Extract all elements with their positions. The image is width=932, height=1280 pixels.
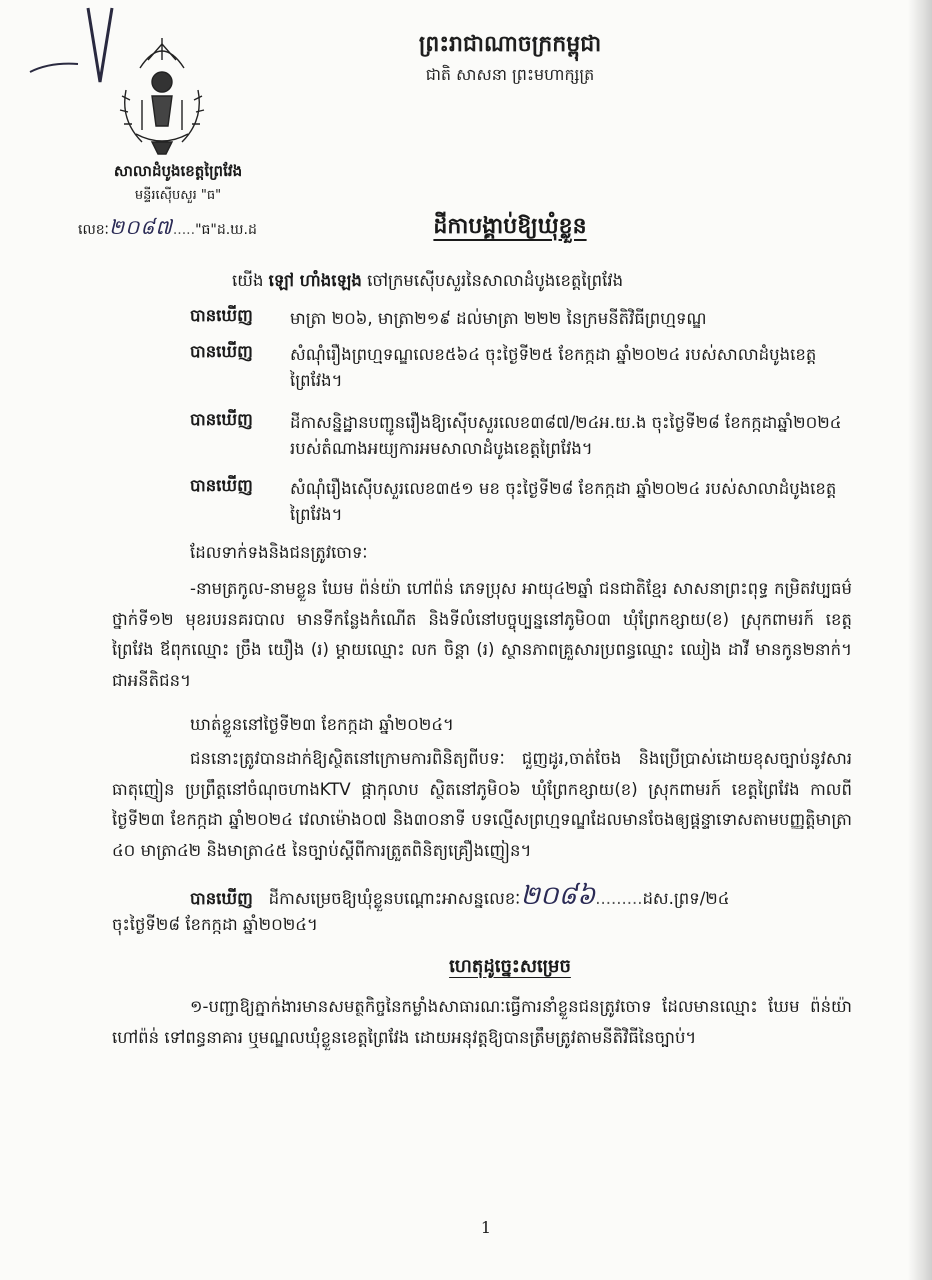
consideration-label: បានឃើញ: [190, 410, 253, 429]
judge-title: ចៅក្រមស៊ើបសួរនៃសាលាដំបូងខេត្តព្រៃវែង: [367, 271, 624, 290]
document-title: ដីកាបង្គាប់ឱ្យឃុំខ្លួន: [433, 214, 587, 239]
consideration-text: សំណុំរឿងស៊ើបសួរលេខ៣៥១ មខ ចុះថ្ងៃទី២៨ ខែកក្កដា ឆ្នាំ២០២៤ របស់សាលាដំបូងខេត្តព្រៃវែង។: [290, 479, 837, 525]
decision-date: ចុះថ្ងៃទី២៨ ខែកក្កដា ឆ្នាំ២០២៤។: [112, 915, 318, 934]
consideration-label: បានឃើញ: [190, 342, 253, 361]
consideration-text: សំណុំរឿងព្រហ្មទណ្ឌលេខ៥៦៤ ចុះថ្ងៃទី២៥ ខែកក្កដា ឆ្នាំ២០២៤ របស់សាលាដំបូងខេត្តព្រៃវែង។: [290, 345, 817, 391]
kingdom-title: ព្រះរាជាណាចក្រកម្ពុជា: [418, 32, 602, 57]
consideration-text: មាត្រា ២០៦, មាត្រា២១៩ ដល់មាត្រា ២២២ នៃក្រមនីតិវិធីព្រហ្មទណ្ឌ: [290, 309, 707, 328]
decision-suffix: ដស.ព្រទ/២៤: [642, 889, 730, 908]
decision-number: ២០៨៦: [520, 881, 596, 911]
charge-paragraph: ជននោះត្រូវបានដាក់ឱ្យស្ថិតនៅក្រោមការពិនិត្យពីបទៈ ជួញដូរ,ចាត់ចែង និងប្រើប្រាស់ដោយខុសច្បាប់នូវសារធាតុញៀន ប្រព្រឹត្តនៅចំណុចហាងKTV ផ្កាកុលាប ស្ថិតនៅភូមិ០៦ ឃុំព្រែកខ្សាយ(ខ) ស្រុកពាមរក៍ ខេត្តព្រៃវែង កាលពីថ្ងៃទី២៣ ខែកក្កដា ឆ្នាំ២០២៤ វេលាម៉ោង០៧ និង៣០នាទី បទល្មើសព្រហ្មទណ្ឌដែលមានចែងឲ្យផ្តន្ទាទោសតាមបញ្ញត្តិមាត្រា ៤០ មាត្រា៤២ និងមាត្រា៤៥ នៃច្បាប់ស្តីពីការត្រួតពិនិត្យគ្រឿងញៀន។: [112, 749, 852, 860]
reasons-heading: ហេតុដូច្នេះសម្រេច: [449, 956, 571, 977]
decision-label: បានឃើញ: [190, 889, 253, 908]
court-emblem-icon: [112, 30, 212, 160]
accused-detail: -នាមត្រកូល-នាមខ្លួន ឃែម ព៉ន់យ៉ា ហៅព៉ន់ ភេទប្រុស អាយុ៤២ឆ្នាំ ជនជាតិខ្មែរ សាសនាព្រះពុទ្ធ កម្រិតវប្បធម៌ថ្នាក់ទី១២ មុខរបរនគរបាល មានទីកន្លែងកំណើត និងទីលំនៅបច្ចុប្បន្ននៅភូមិ០៣ ឃុំព្រែកខ្សាយ(ខ) ស្រុកពាមរក៍ ខេត្តព្រៃវែង ឪពុកឈ្មោះ ច្រឹង យឿង (រ) ម្តាយឈ្មោះ លក ចិន្តា (រ) ស្ថានភាពគ្រួសារប្រពន្ធឈ្មោះ ឈៀង ដាវី មានកូន២នាក់។ ជាអនីតិជន។: [112, 579, 852, 690]
intro-line: [232, 268, 852, 294]
page-edge-shadow: [908, 0, 932, 1280]
national-motto: ជាតិ សាសនា ព្រះមហាក្សត្រ: [425, 65, 595, 84]
decision-reference: បានឃើញ ដីកាសម្រេចឱ្យឃុំខ្លួនបណ្តោះអាសន្នលេខៈ២០៨៦.........ដស.ព្រទ/២៤: [190, 881, 730, 911]
consideration-label: បានឃើញ: [190, 306, 253, 325]
order-item: ១-បញ្ជាឱ្យភ្នាក់ងារមានសមត្ថកិច្ចនៃកម្លាំងសាធារណៈធ្វើការនាំខ្លួនជនត្រូវចោទ ដែលមានឈ្មោះ ឃែម ព៉ន់យ៉ា ហៅព៉ន់ ទៅពន្ធនាគារ ឬមណ្ឌលឃុំខ្លួនខេត្តព្រៃវែង ដោយអនុវត្តឱ្យបានត្រឹមត្រូវតាមនីតិវិធីនៃច្បាប់។: [112, 997, 852, 1047]
reference-number: ២០៨៧: [108, 215, 173, 239]
arrest-date: ឃាត់ខ្លួននៅថ្ងៃទី២៣ ខែកក្កដា ឆ្នាំ២០២៤។: [190, 715, 454, 734]
consideration-label: បានឃើញ: [190, 476, 253, 495]
court-name: សាលាដំបូងខេត្តព្រៃវែង: [113, 162, 243, 180]
consideration-text: ដីកាសន្និដ្ឋានបញ្ជូនរឿងឱ្យស៊ើបសួរលេខ៣៨៧/២៤អ.យ.ង ចុះថ្ងៃទី២៨ ខែកក្កដាឆ្នាំ២០២៤ របស់តំណាងអយ្យការអមសាលាដំបូងខេត្តព្រៃវែង។: [290, 413, 842, 459]
decision-text: ដីកាសម្រេចឱ្យឃុំខ្លួនបណ្តោះអាសន្នលេខៈ: [268, 889, 521, 908]
reference-label: លេខៈ: [78, 222, 109, 238]
accused-heading: ដែលទាក់ទងនិងជនត្រូវចោទៈ: [190, 543, 368, 562]
reference-suffix: "ធ"ដ.ឃ.ដ: [195, 222, 257, 238]
judge-name: ឡៅ ហាំងឡេង: [268, 271, 362, 290]
reference-line: លេខៈ២០៨៧....."ធ"ដ.ឃ.ដ: [78, 215, 257, 239]
page-number: 1: [480, 1218, 492, 1237]
intro-prefix: យើង: [232, 271, 264, 290]
investigation-office: មន្ទីរស៊ើបសួរ "ធ": [134, 188, 222, 203]
